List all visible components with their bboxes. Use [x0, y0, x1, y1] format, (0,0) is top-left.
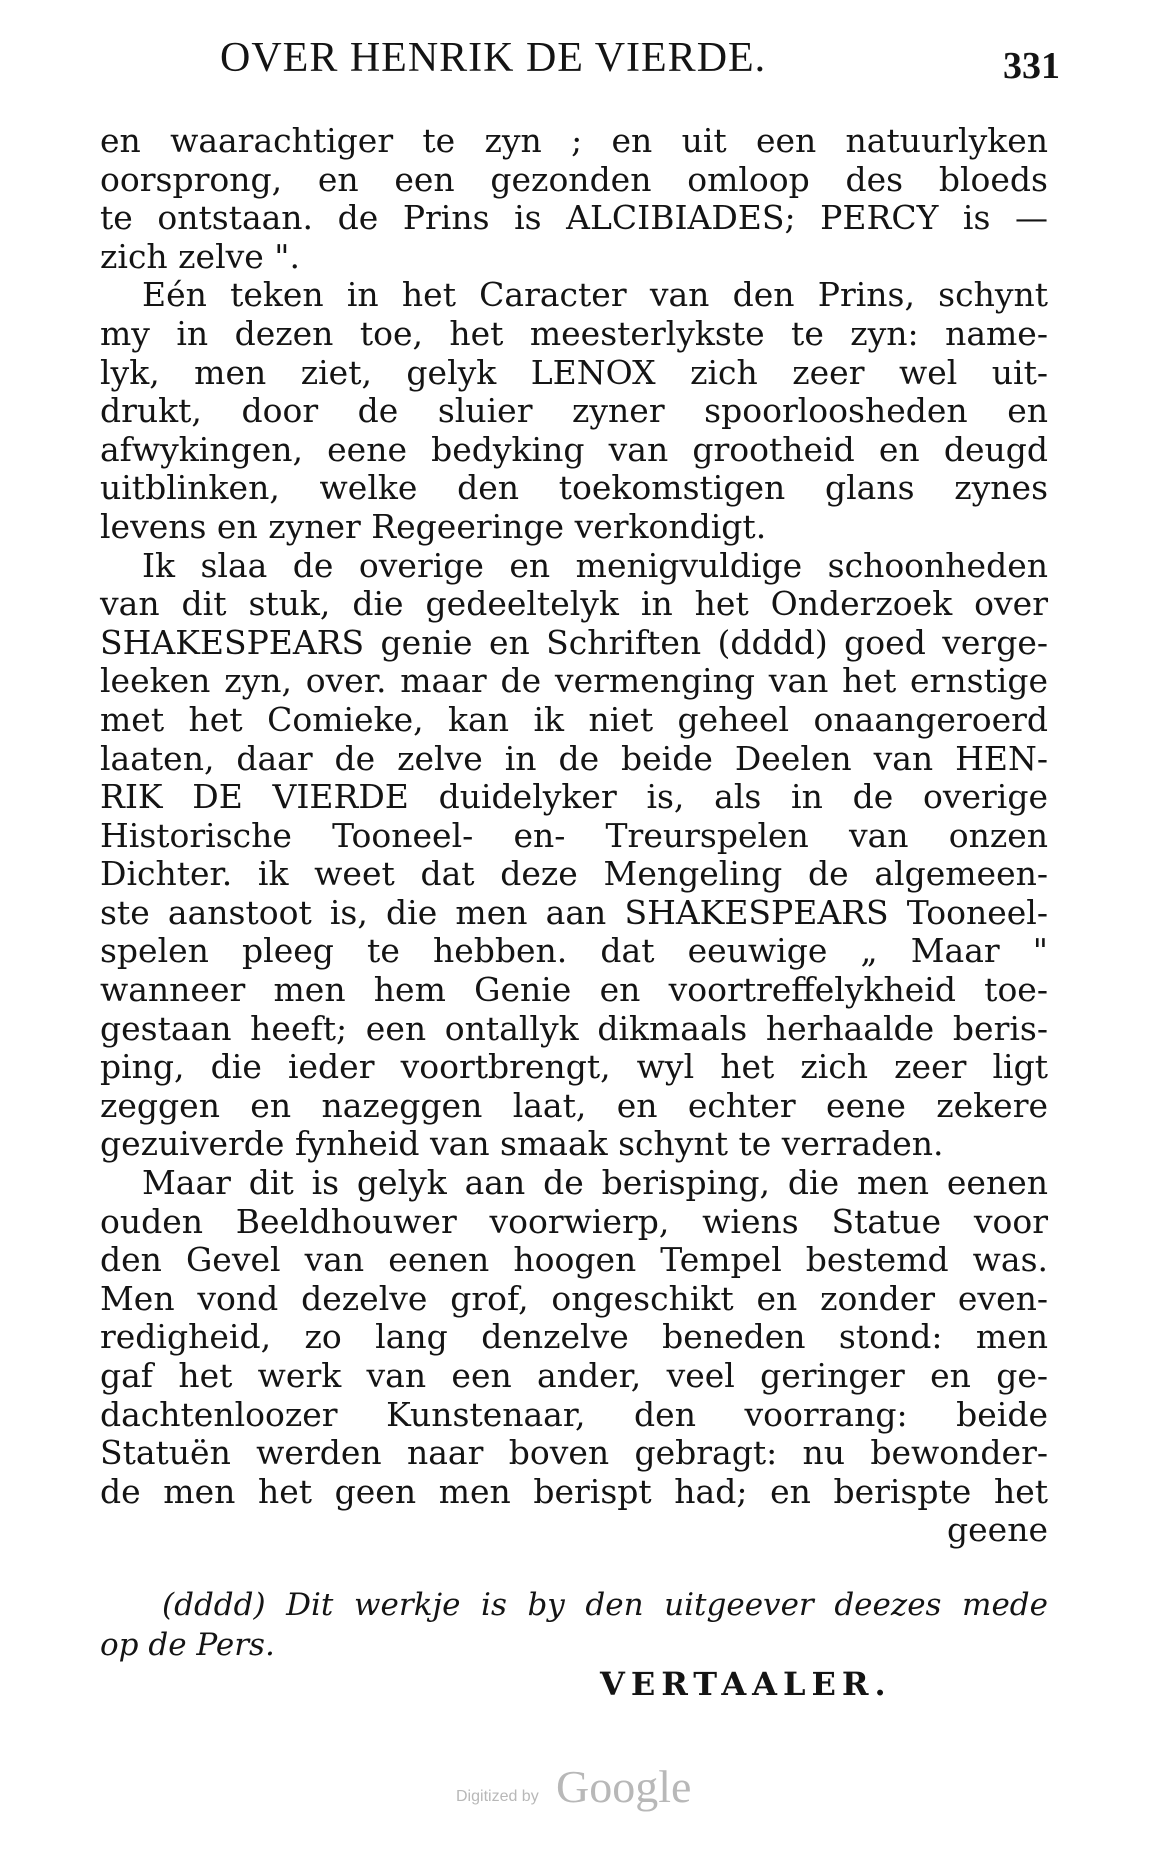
text-line: Maar dit is gelyk aan de berisping, die men eenen — [142, 1163, 1048, 1203]
text-line: uitblinken, welke den toekomstigen glans zynes — [100, 468, 1048, 508]
text-line: RIK DE VIERDE duidelyker is, als in de overige — [100, 777, 1048, 817]
page-header — [100, 34, 1060, 94]
text-line: ste aanstoot is, die men aan SHAKESPEARS Tooneel- — [100, 892, 1048, 932]
text-line: zich zelve ". — [100, 236, 300, 276]
text-line: laaten, daar de zelve in de beide Deelen van HEN- — [100, 738, 1048, 778]
text-line: te ontstaan. de Prins is ALCIBIADES; PERCY is — — [100, 198, 1048, 238]
text-line: Historische Tooneel- en- Treurspelen van onzen — [100, 815, 1048, 855]
text-line: den Gevel van eenen hoogen Tempel bestemd was. — [100, 1240, 1048, 1280]
body-text — [100, 122, 1048, 1550]
text-line: afwykingen, eene bedyking van grootheid en deugd — [100, 429, 1048, 469]
footnote-line: (dddd) Dit werkje is by den uitgeever deezes mede — [162, 1587, 1048, 1623]
footnote-line: op de Pers. — [100, 1627, 275, 1663]
text-line: de men het geen men berispt had; en berispte het — [100, 1471, 1048, 1511]
text-line: zeggen en nazeggen laat, en echter eene zekere — [100, 1085, 1048, 1125]
text-line: Men vond dezelve grof, ongeschikt en zonder even- — [100, 1278, 1048, 1318]
digitized-watermark — [456, 1760, 706, 1820]
text-line: Eén teken in het Caracter van den Prins, schynt — [142, 275, 1048, 315]
text-line: ping, die ieder voortbrengt, wyl het zich zeer ligt — [100, 1047, 1048, 1087]
text-line: ouden Beeldhouwer voorwierp, wiens Statue voor — [100, 1201, 1048, 1241]
text-line: oorsprong, en een gezonden omloop des bloeds — [100, 159, 1048, 199]
digitized-label: Digitized by — [456, 1788, 539, 1805]
text-line: leeken zyn, over. maar de vermenging van het ernstige — [100, 661, 1048, 701]
text-line: redigheid, zo lang denzelve beneden stond: men — [100, 1317, 1048, 1357]
google-logo: Google — [556, 1761, 692, 1812]
text-line: spelen pleeg te hebben. dat eeuwige „ Maar " — [100, 931, 1048, 971]
text-line: gestaan heeft; een ontallyk dikmaals herhaalde beris- — [100, 1008, 1048, 1048]
footnote — [100, 1585, 1048, 1665]
text-line: lyk, men ziet, gelyk LENOX zich zeer wel uit- — [100, 352, 1048, 392]
text-line: drukt, door de sluier zyner spoorloosheden en — [100, 391, 1048, 431]
running-head: OVER HENRIK DE VIERDE. — [220, 35, 767, 81]
text-line: SHAKESPEARS genie en Schriften (dddd) goed verge- — [100, 622, 1048, 662]
page-number: 331 — [1003, 45, 1060, 87]
text-line: my in dezen toe, het meesterlykste te zyn: name- — [100, 313, 1048, 353]
text-line: Statuën werden naar boven gebragt: nu bewonder- — [100, 1433, 1048, 1473]
text-line: dachtenloozer Kunstenaar, den voorrang: beide — [100, 1394, 1048, 1434]
text-line: levens en zyner Regeeringe verkondigt. — [100, 506, 767, 546]
text-line: Dichter. ik weet dat deze Mengeling de algemeen- — [100, 854, 1048, 894]
text-line: gaf het werk van een ander, veel geringer en ge- — [100, 1356, 1048, 1395]
text-line: gezuiverde fynheid van smaak schynt te verraden. — [100, 1124, 944, 1164]
text-line: wanneer men hem Genie en voortreffelykheid toe- — [100, 970, 1048, 1010]
translator-signature: VERTAALER. — [600, 1665, 892, 1703]
text-line: met het Comieke, kan ik niet geheel onaangeroerd — [100, 699, 1048, 739]
text-line: van dit stuk, die gedeeltelyk in het Onderzoek over — [100, 584, 1048, 624]
catchword: geene — [947, 1510, 1048, 1550]
text-line: en waarachtiger te zyn ; en uit een natuurlyken — [100, 121, 1048, 160]
text-line: Ik slaa de overige en menigvuldige schoonheden — [142, 545, 1048, 585]
